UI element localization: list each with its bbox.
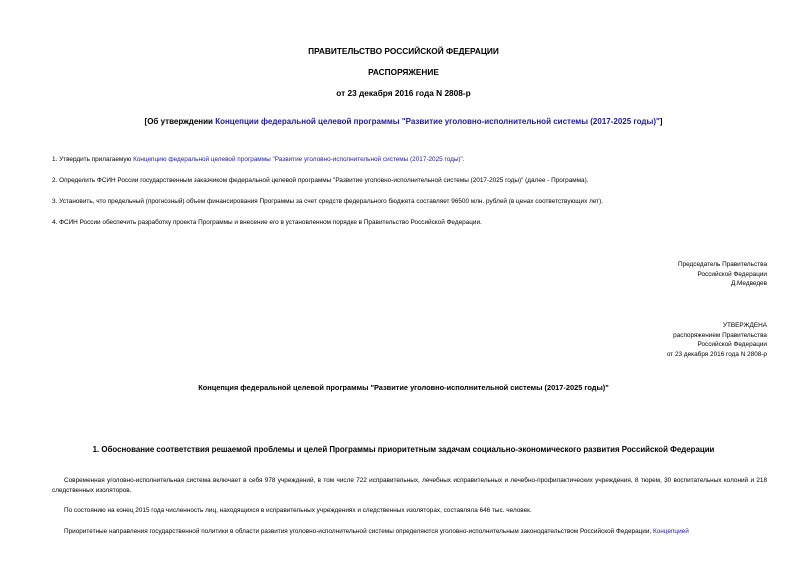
section-1-paragraph-3 — [52, 527, 767, 537]
approval-country: Российской Федерации — [697, 341, 767, 348]
document-type: РАСПОРЯЖЕНИЕ — [368, 67, 439, 77]
subject-close: ] — [659, 117, 663, 126]
concept-title: Концепция федеральной целевой программы "Развитие уголовно-исполнительной системы (2017-2025 годы)" — [198, 383, 609, 392]
section-1-paragraph-2: По состоянию на конец 2015 года численность лиц, находящихся в исправительных учреждениях и следственных изоляторах, составляла 646 тыс. человек. — [64, 507, 532, 514]
item-3: 3. Установить, что предельный (прогнозный) объем финансирования Программы за счет средств федерального бюджета составляет 96500 млн. рублей (в ценах соответствующих лет). — [52, 198, 604, 205]
approval-by: распоряжением Правительства — [673, 331, 767, 339]
item-1-suffix: . — [462, 156, 465, 163]
subject-open: [Об утверждении — [144, 117, 216, 126]
approval-block — [667, 321, 767, 359]
approval-title: УТВЕРЖДЕНА — [722, 322, 767, 329]
government-title: ПРАВИТЕЛЬСТВО РОССИЙСКОЙ ФЕДЕРАЦИИ — [308, 46, 499, 56]
section-1-paragraph-1: Современная уголовно-исполнительная система включает в себя 978 учреждений, в том числе 722 исправительных, лечебных исправительных и лечебно-профилактических учреждения, 8 тюрем, 30 воспитательных колоний и 218 следственных изоляторов. — [52, 477, 767, 494]
signature-position: Председатель Правительства — [678, 261, 767, 268]
item-4: 4. ФСИН России обеспечить разработку проекта Программы и внесение его в установленном порядке в Правительство Российской Федерации. — [52, 219, 482, 226]
subject-concept-link[interactable]: Концепции федеральной целевой программы "Развитие уголовно-исполнительной системы (2017-2025 годы)" — [215, 117, 660, 126]
signature-country: Российской Федерации — [697, 270, 767, 278]
approval-date: от 23 декабря 2016 года N 2808-р — [666, 350, 767, 358]
item-1 — [52, 155, 465, 164]
document-date-number: от 23 декабря 2016 года N 2808-р — [336, 88, 471, 98]
section-1-heading: 1. Обоснование соответствия решаемой проблемы и целей Программы приоритетным задачам социально-экономического развития Российской Федерации — [92, 445, 715, 454]
item-1-concept-link[interactable]: Концепцию федеральной целевой программы "Развитие уголовно-исполнительной системы (2017-2025 годы)" — [133, 156, 463, 163]
paragraph-3-concept-link[interactable]: Концепцией — [653, 528, 689, 535]
signature-name: Д.Медведев — [730, 280, 767, 287]
paragraph-3-text: Приоритетные направления государственной политики в области развития уголовно-исполнительной системы определяются уголовно-исполнительным законодательством Российской Федерации, — [64, 528, 653, 535]
item-1-prefix: 1. Утвердить прилагаемую — [52, 156, 134, 163]
item-2: 2. Определить ФСИН России государственным заказчиком федеральной целевой программы "Развитие уголовно-исполнительной системы (2017-2025 годы)" (далее - Программа). — [52, 177, 589, 184]
document-subject — [0, 117, 807, 126]
signature-block — [678, 260, 767, 289]
